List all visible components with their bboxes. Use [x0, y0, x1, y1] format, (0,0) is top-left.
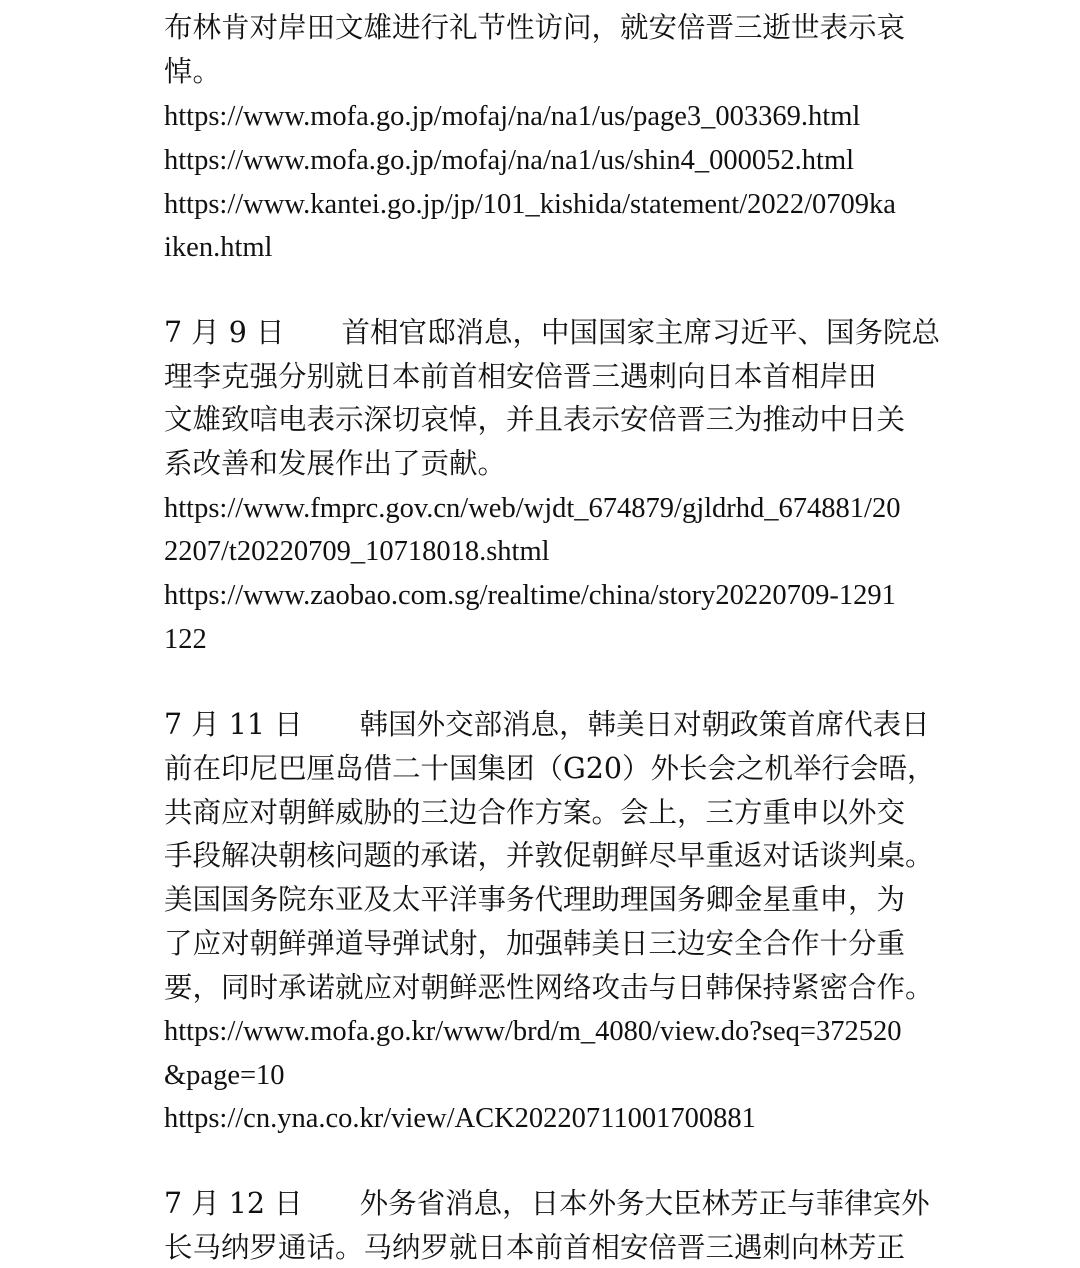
entry-first-line: 7 月 9 日 首相官邸消息，中国国家主席习近平、国务院总 — [164, 316, 940, 349]
source-link[interactable]: https://cn.yna.co.kr/view/ACK20220711001700881 — [164, 1103, 756, 1134]
text-line: 长马纳罗通话。马纳罗就日本前首相安倍晋三遇刺向林芳正 — [164, 1231, 906, 1264]
text-line: 了应对朝鲜弹道导弹试射，加强韩美日三边安全合作十分重 — [164, 927, 906, 960]
text-line: 手段解决朝核问题的承诺，并敦促朝鲜尽早重返对话谈判桌。 — [164, 839, 934, 872]
source-link[interactable]: https://www.fmprc.gov.cn/web/wjdt_674879/gjldrhd_674881/20 — [164, 493, 901, 524]
source-link[interactable]: &page=10 — [164, 1060, 285, 1091]
text-line: 悼。 — [164, 55, 222, 88]
source-link[interactable]: https://www.mofa.go.jp/mofaj/na/na1/us/shin4_000052.html — [164, 145, 855, 176]
text-line: 理李克强分别就日本前首相安倍晋三遇刺向日本首相岸田 — [164, 360, 877, 393]
text-line: 美国国务院东亚及太平洋事务代理助理国务卿金星重申，为 — [164, 883, 906, 916]
text-line: 布林肯对岸田文雄进行礼节性访问，就安倍晋三逝世表示哀 — [164, 11, 906, 44]
source-link[interactable]: 122 — [164, 624, 207, 655]
text-line: 要，同时承诺就应对朝鲜恶性网络攻击与日韩保持紧密合作。 — [164, 971, 934, 1004]
text-line: 系改善和发展作出了贡献。 — [164, 447, 507, 480]
entry-first-line: 7 月 11 日 韩国外交部消息，韩美日对朝政策首席代表日 — [164, 708, 930, 741]
source-link[interactable]: https://www.mofa.go.jp/mofaj/na/na1/us/page3_003369.html — [164, 101, 861, 132]
text-line: 共商应对朝鲜威胁的三边合作方案。会上，三方重申以外交 — [164, 796, 906, 829]
source-link[interactable]: https://www.zaobao.com.sg/realtime/china/story20220709-1291 — [164, 580, 896, 611]
text-line: 文雄致唁电表示深切哀悼，并且表示安倍晋三为推动中日关 — [164, 403, 906, 436]
text-line: 前在印尼巴厘岛借二十国集团（G20）外长会之机举行会晤， — [164, 752, 936, 785]
source-link[interactable]: https://www.kantei.go.jp/jp/101_kishida/statement/2022/0709ka — [164, 189, 896, 220]
source-link[interactable]: 2207/t20220709_10718018.shtml — [164, 536, 550, 567]
source-link[interactable]: iken.html — [164, 232, 273, 263]
entry-first-line: 7 月 12 日 外务省消息，日本外务大臣林芳正与菲律宾外 — [164, 1187, 930, 1220]
source-link[interactable]: https://www.mofa.go.kr/www/brd/m_4080/view.do?seq=372520 — [164, 1016, 902, 1047]
